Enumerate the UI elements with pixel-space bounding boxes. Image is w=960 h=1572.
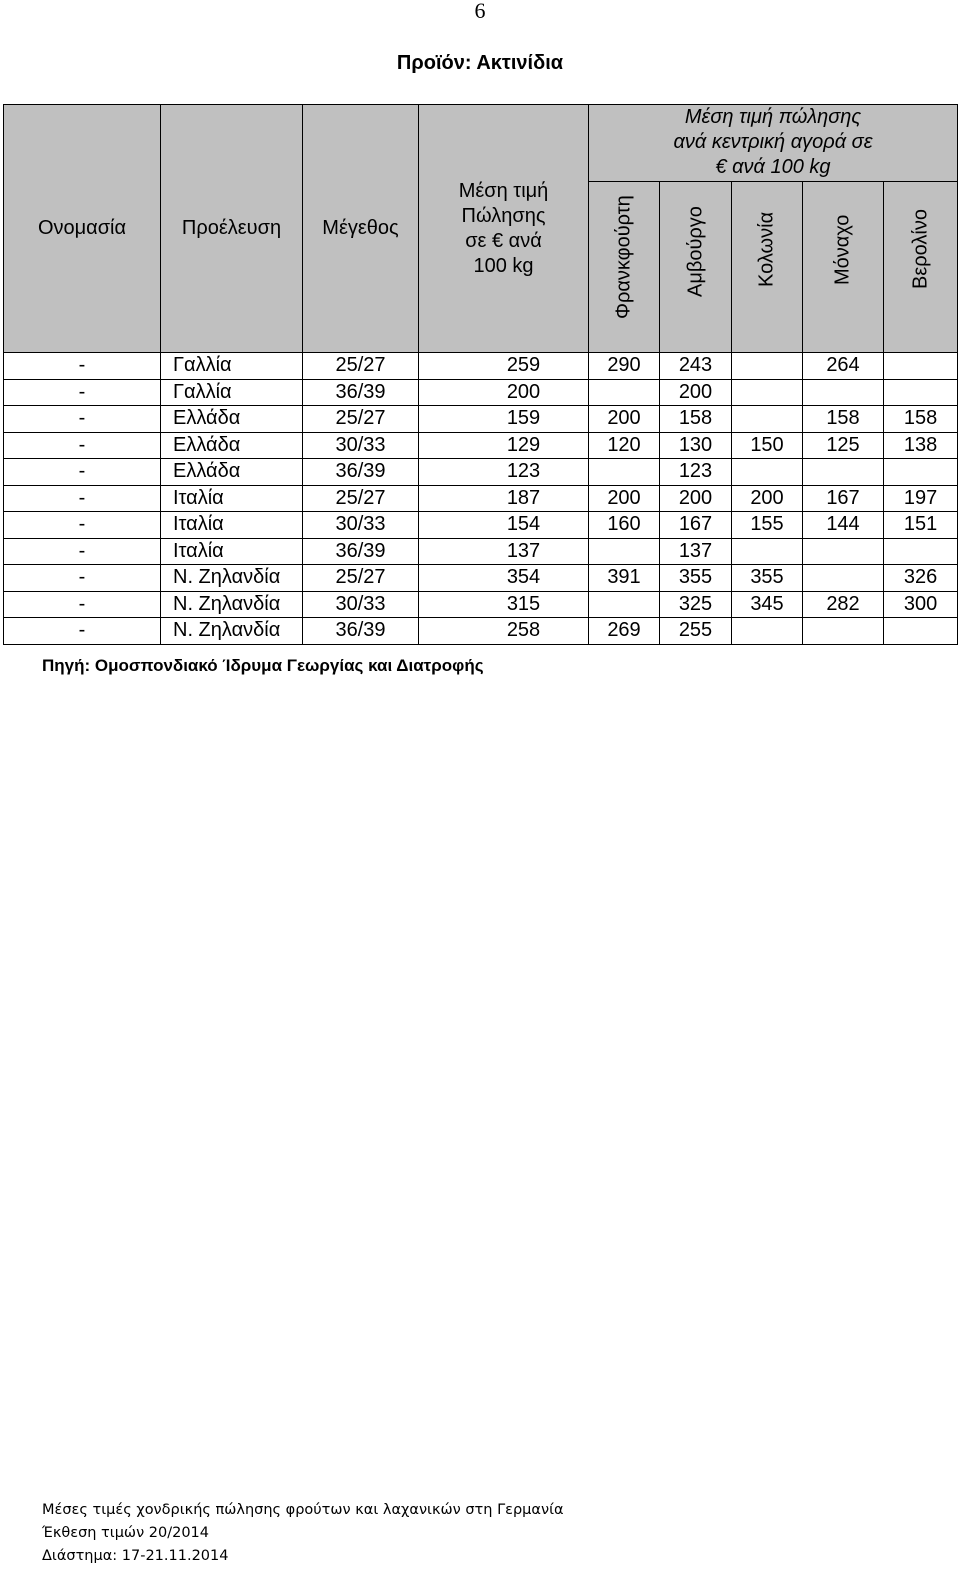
name-cell: -: [4, 432, 161, 459]
avg-price-cell: 258: [419, 618, 589, 645]
market-price-cell: 264: [803, 353, 884, 380]
size-cell: 36/39: [303, 618, 419, 645]
price-table: [3, 104, 958, 645]
market-price-cell: 158: [884, 406, 958, 433]
origin-cell: Γαλλία: [161, 353, 303, 380]
header-avg-price: Μέση τιμή Πώλησης σε € ανά 100 kg: [419, 105, 589, 353]
origin-cell: Ν. Ζηλανδία: [161, 591, 303, 618]
market-price-cell: 243: [660, 353, 732, 380]
size-cell: 30/33: [303, 512, 419, 539]
name-cell: -: [4, 565, 161, 592]
market-price-cell: [884, 353, 958, 380]
market-price-cell: [732, 379, 803, 406]
origin-cell: Γαλλία: [161, 379, 303, 406]
avg-price-cell: 354: [419, 565, 589, 592]
size-cell: 30/33: [303, 591, 419, 618]
header-market-munich: [803, 182, 884, 353]
header-market-munich-label: Μόναχο: [831, 214, 854, 285]
market-price-cell: 255: [660, 618, 732, 645]
market-price-cell: 120: [589, 432, 660, 459]
market-price-cell: 200: [732, 485, 803, 512]
table-row: [4, 432, 958, 459]
market-price-cell: 125: [803, 432, 884, 459]
market-price-cell: 269: [589, 618, 660, 645]
market-price-cell: 290: [589, 353, 660, 380]
size-cell: 25/27: [303, 565, 419, 592]
market-price-cell: 130: [660, 432, 732, 459]
market-price-cell: [803, 459, 884, 486]
market-price-cell: [589, 591, 660, 618]
footer-line-1: Μέσες τιμές χονδρικής πώλησης φρούτων και λαχανικών στη Γερμανία: [42, 1502, 564, 1518]
origin-cell: Ελλάδα: [161, 406, 303, 433]
header-market-berlin-label: Βερολίνο: [909, 209, 932, 289]
market-price-cell: [803, 379, 884, 406]
name-cell: -: [4, 538, 161, 565]
market-price-cell: 355: [732, 565, 803, 592]
table-row: [4, 485, 958, 512]
avg-price-cell: 259: [419, 353, 589, 380]
market-price-cell: 158: [660, 406, 732, 433]
market-price-cell: 150: [732, 432, 803, 459]
market-price-cell: 300: [884, 591, 958, 618]
table-row: [4, 591, 958, 618]
market-price-cell: 200: [589, 485, 660, 512]
avg-price-cell: 200: [419, 379, 589, 406]
name-cell: -: [4, 459, 161, 486]
market-price-cell: 144: [803, 512, 884, 539]
avg-price-cell: 129: [419, 432, 589, 459]
table-body: [4, 353, 958, 645]
market-price-cell: 167: [660, 512, 732, 539]
header-market-frankfurt-label: Φρανκφούρτη: [612, 195, 635, 319]
header-market-frankfurt: [589, 182, 660, 353]
name-cell: -: [4, 618, 161, 645]
origin-cell: Ελλάδα: [161, 459, 303, 486]
table-row: [4, 512, 958, 539]
footer-line-2: Έκθεση τιμών 20/2014: [42, 1525, 210, 1541]
market-price-cell: 155: [732, 512, 803, 539]
table-row: [4, 565, 958, 592]
table-row: [4, 406, 958, 433]
name-cell: -: [4, 485, 161, 512]
origin-cell: Ιταλία: [161, 512, 303, 539]
market-price-cell: 167: [803, 485, 884, 512]
market-price-cell: [732, 538, 803, 565]
avg-price-cell: 315: [419, 591, 589, 618]
market-price-cell: 326: [884, 565, 958, 592]
header-market-cologne-label: Κολωνία: [755, 211, 778, 287]
market-price-cell: 200: [660, 379, 732, 406]
page-number: 6: [474, 0, 486, 23]
market-price-cell: [589, 459, 660, 486]
market-price-cell: 200: [589, 406, 660, 433]
market-price-cell: 200: [660, 485, 732, 512]
header-origin: Προέλευση: [161, 105, 303, 353]
size-cell: 25/27: [303, 485, 419, 512]
size-cell: 36/39: [303, 538, 419, 565]
avg-price-cell: 123: [419, 459, 589, 486]
table-row: [4, 538, 958, 565]
table-row: [4, 618, 958, 645]
product-title: Προϊόν: Ακτινίδια: [396, 52, 564, 74]
header-name: Ονομασία: [4, 105, 161, 353]
market-price-cell: [589, 538, 660, 565]
market-price-cell: [732, 406, 803, 433]
table-row: [4, 353, 958, 380]
market-price-cell: 151: [884, 512, 958, 539]
market-price-cell: [803, 618, 884, 645]
table-row: [4, 459, 958, 486]
name-cell: -: [4, 512, 161, 539]
table-row: [4, 379, 958, 406]
market-price-cell: [884, 379, 958, 406]
name-cell: -: [4, 591, 161, 618]
origin-cell: Ν. Ζηλανδία: [161, 565, 303, 592]
market-price-cell: 391: [589, 565, 660, 592]
size-cell: 36/39: [303, 379, 419, 406]
market-price-cell: [884, 538, 958, 565]
market-price-cell: 137: [660, 538, 732, 565]
name-cell: -: [4, 406, 161, 433]
origin-cell: Ελλάδα: [161, 432, 303, 459]
market-price-cell: [803, 538, 884, 565]
header-market-cologne: [732, 182, 803, 353]
market-price-cell: [803, 565, 884, 592]
name-cell: -: [4, 379, 161, 406]
market-price-cell: [732, 618, 803, 645]
market-price-cell: [589, 379, 660, 406]
market-price-cell: 123: [660, 459, 732, 486]
market-price-cell: 325: [660, 591, 732, 618]
market-price-cell: [732, 459, 803, 486]
header-market-hamburg-label: Αμβούργο: [684, 206, 706, 297]
market-price-cell: [732, 353, 803, 380]
avg-price-cell: 159: [419, 406, 589, 433]
header-market-berlin: [884, 182, 958, 353]
size-cell: 25/27: [303, 353, 419, 380]
avg-price-cell: 187: [419, 485, 589, 512]
source-note: Πηγή: Ομοσπονδιακό Ίδρυμα Γεωργίας και Διατροφής: [42, 656, 484, 675]
footer-line-3: Διάστημα: 17-21.11.2014: [42, 1548, 229, 1564]
origin-cell: Ιταλία: [161, 538, 303, 565]
name-cell: -: [4, 353, 161, 380]
market-price-cell: 197: [884, 485, 958, 512]
avg-price-cell: 137: [419, 538, 589, 565]
size-cell: 30/33: [303, 432, 419, 459]
size-cell: 36/39: [303, 459, 419, 486]
header-size: Μέγεθος: [303, 105, 419, 353]
header-market-hamburg: [660, 182, 732, 353]
market-price-cell: [884, 459, 958, 486]
origin-cell: Ν. Ζηλανδία: [161, 618, 303, 645]
origin-cell: Ιταλία: [161, 485, 303, 512]
market-price-cell: 345: [732, 591, 803, 618]
size-cell: 25/27: [303, 406, 419, 433]
market-price-cell: 138: [884, 432, 958, 459]
market-price-cell: 158: [803, 406, 884, 433]
header-market-group: Μέση τιμή πώλησης ανά κεντρική αγορά σε € ανά 100 kg: [589, 105, 958, 182]
avg-price-cell: 154: [419, 512, 589, 539]
market-price-cell: 160: [589, 512, 660, 539]
market-price-cell: 282: [803, 591, 884, 618]
market-price-cell: 355: [660, 565, 732, 592]
market-price-cell: [884, 618, 958, 645]
